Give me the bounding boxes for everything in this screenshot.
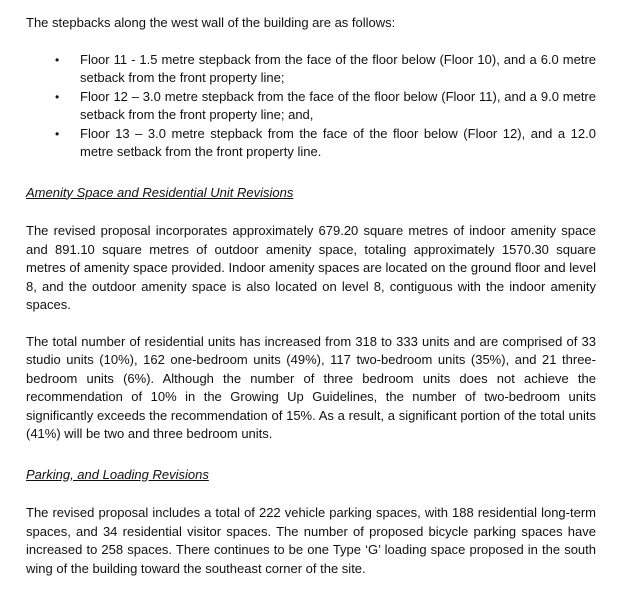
list-item-floor-11: [26, 51, 596, 88]
intro-paragraph: The stepbacks along the west wall of the building are as follows:: [26, 15, 396, 30]
list-item-text: Floor 12 – 3.0 metre stepback from the face of the floor below (Floor 11), and a 9.0 metre setback from the front property line; and,: [80, 88, 596, 122]
paragraph-parking-loading: The revised proposal includes a total of 222 vehicle parking spaces, with 188 residential long-term spaces, and 34 residential visitor spaces. The number of proposed bicycle parking spaces have increased to 258 spaces. There continues to be one Type ‘G’ loading space proposed in the south wing of the building toward the southeast corner of the site.: [26, 505, 596, 576]
list-item-floor-12: [26, 88, 596, 125]
paragraph-amenity-space: The revised proposal incorporates approximately 679.20 square metres of indoor amenity space and 891.10 square metres of outdoor amenity space, totaling approximately 1570.30 square metres of amenity space provided. Indoor amenity spaces are located on the ground floor and level 8, and the outdoor amenity space is also located on level 8, contiguous with the indoor amenity spaces.: [26, 223, 596, 312]
section-heading-amenity-space: Amenity Space and Residential Unit Revisions: [26, 184, 294, 200]
bullet-icon: •: [55, 52, 60, 67]
list-item-text: Floor 13 – 3.0 metre stepback from the face of the floor below (Floor 12), and a 12.0 metre setback from the front property line.: [80, 125, 596, 159]
list-item-text: Floor 11 - 1.5 metre stepback from the face of the floor below (Floor 10), and a 6.0 metre setback from the front property line;: [80, 51, 596, 85]
paragraph-residential-units: The total number of residential units has increased from 318 to 333 units and are comprised of 33 studio units (10%), 162 one-bedroom units (49%), 117 two-bedroom units (35%), and 21 three-bedroom units (6%). Although the number of three bedroom units does not achieve the recommendation of 10% in the Growing Up Guidelines, the number of two-bedroom units significantly exceeds the recommendation of 15%. As a result, a significant portion of the total units (41%) will be two and three bedroom units.: [26, 333, 596, 441]
bullet-icon: •: [55, 126, 60, 141]
bullet-icon: •: [55, 89, 60, 104]
list-item-floor-13: [26, 125, 596, 162]
stepback-bullet-list: [26, 51, 596, 162]
section-heading-parking-loading: Parking, and Loading Revisions: [26, 466, 209, 482]
